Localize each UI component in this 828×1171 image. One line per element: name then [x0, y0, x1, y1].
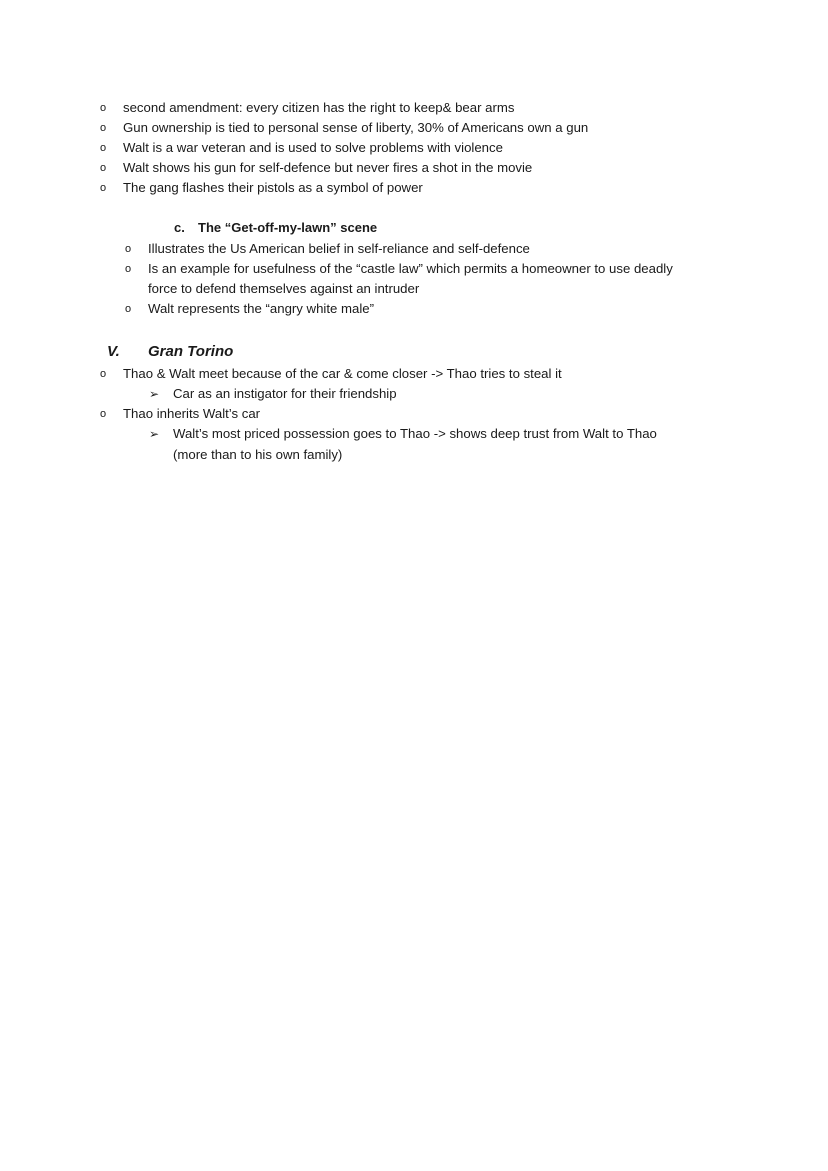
list-item: Walt is a war veteran and is used to solve problems with violence — [123, 140, 503, 155]
list-item: Walt represents the “angry white male” — [148, 301, 374, 316]
list-subitem: Car as an instigator for their friendship — [173, 386, 397, 401]
list-bullet: o — [124, 243, 132, 255]
list-item: Gun ownership is tied to personal sense of liberty, 30% of Americans own a gun — [123, 120, 589, 135]
list-item: Walt shows his gun for self-defence but never fires a shot in the movie — [123, 160, 533, 175]
list-subitem-continuation: (more than to his own family) — [173, 447, 343, 462]
list-bullet: o — [99, 162, 107, 174]
list-item: Illustrates the Us American belief in self-reliance and self-defence — [148, 241, 530, 256]
list-item: Thao inherits Walt’s car — [123, 406, 261, 421]
list-bullet: o — [99, 102, 107, 114]
list-bullet: o — [99, 182, 107, 194]
list-bullet: o — [99, 368, 107, 380]
list-item: Is an example for usefulness of the “castle law” which permits a homeowner to use deadly — [148, 261, 673, 276]
section-numeral: V. — [107, 343, 120, 360]
arrow-bullet-icon: ➢ — [149, 387, 160, 401]
subsection-title: The “Get-off-my-lawn” scene — [198, 220, 378, 235]
list-item: second amendment: every citizen has the right to keep& bear arms — [123, 100, 515, 115]
list-bullet: o — [99, 408, 107, 420]
list-item: The gang flashes their pistols as a symbol of power — [123, 180, 423, 195]
list-bullet: o — [124, 303, 132, 315]
section-title: Gran Torino — [148, 343, 234, 360]
subsection-marker: c. — [174, 220, 185, 235]
list-item-continuation: force to defend themselves against an intruder — [148, 281, 420, 296]
list-item: Thao & Walt meet because of the car & come closer -> Thao tries to steal it — [123, 366, 562, 381]
list-bullet: o — [124, 263, 132, 275]
arrow-bullet-icon: ➢ — [149, 427, 160, 441]
list-bullet: o — [99, 122, 107, 134]
list-subitem: Walt’s most priced possession goes to Thao -> shows deep trust from Walt to Thao — [173, 426, 657, 441]
list-bullet: o — [99, 142, 107, 154]
